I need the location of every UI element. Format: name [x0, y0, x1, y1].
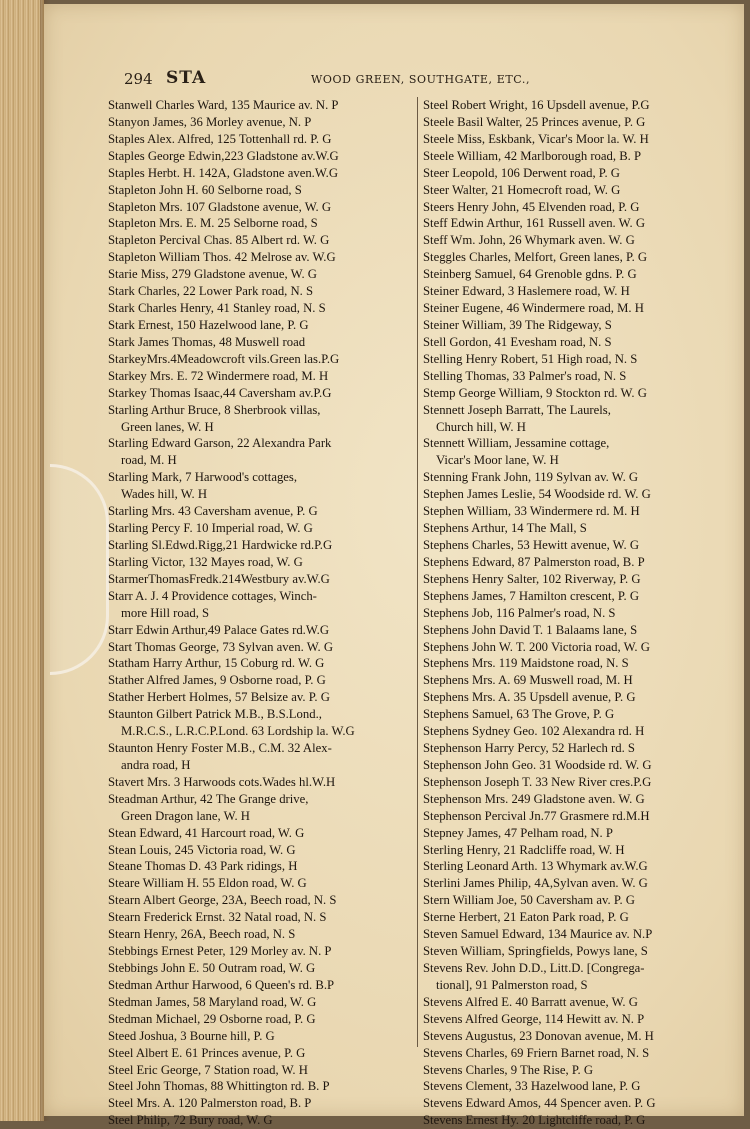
entry-text: Sterling Henry, 21 Radcliffe road, W. H	[423, 842, 625, 857]
entry-text: Stedman Michael, 29 Osborne road, P. G	[108, 1011, 316, 1026]
directory-entry	[423, 469, 729, 486]
directory-entry	[108, 825, 414, 842]
directory-entry	[423, 97, 729, 114]
directory-entry	[423, 351, 729, 368]
entry-text: Starling Edward Garson, 22 Alexandra Park	[108, 436, 332, 451]
entry-text: Starling Victor, 132 Mayes road, W. G	[108, 554, 303, 569]
directory-entry	[108, 774, 414, 791]
directory-entry	[108, 1045, 414, 1062]
entry-text: Stephenson Joseph T. 33 New River cres.P.G	[423, 774, 652, 789]
entry-text: Statham Harry Arthur, 15 Coburg rd. W. G	[108, 656, 325, 671]
entry-text: Stephens John W. T. 200 Victoria road, W. G	[423, 639, 650, 654]
entry-text: Steane Thomas D. 43 Park ridings, H	[108, 859, 298, 874]
directory-entry	[423, 368, 729, 385]
directory-entry	[423, 283, 729, 300]
entry-text: Steer Walter, 21 Homecroft road, W. G	[423, 182, 621, 197]
section-letters: STA	[166, 68, 207, 88]
directory-entry	[108, 402, 414, 436]
entry-text: Staunton Henry Foster M.B., C.M. 32 Alex-	[108, 741, 332, 756]
entry-text: Stephenson John Geo. 31 Woodside rd. W. G	[423, 757, 652, 772]
directory-entry	[423, 334, 729, 351]
directory-entry	[108, 1095, 414, 1112]
directory-entry	[423, 148, 729, 165]
entry-text: Starling Arthur Bruce, 8 Sherbrook villas,	[108, 402, 321, 417]
directory-entry	[423, 757, 729, 774]
directory-entry	[423, 114, 729, 131]
directory-entry	[423, 791, 729, 808]
directory-entry	[423, 926, 729, 943]
directory-entry	[423, 503, 729, 520]
entry-text: Stern William Joe, 50 Caversham av. P. G	[423, 893, 635, 908]
entry-text: Stelling Henry Robert, 51 High road, N. S	[423, 351, 638, 366]
entry-text: Stevens Ernest Hy. 20 Lightcliffe road, P. G	[423, 1113, 646, 1128]
entry-text: Starkey Thomas Isaac,44 Caversham av.P.G	[108, 385, 332, 400]
entry-text: Sterling Leonard Arth. 13 Whymark av.W.G	[423, 859, 648, 874]
entry-text: Steiner Eugene, 46 Windermere road, M. H	[423, 301, 644, 316]
directory-entry	[108, 943, 414, 960]
directory-entry	[423, 1095, 729, 1112]
entry-continuation: Vicar's Moor lane, W. H	[436, 453, 559, 468]
left-column	[108, 97, 414, 1129]
page-number: 294	[124, 70, 153, 88]
entry-text: Stephens James, 7 Hamilton crescent, P. G	[423, 588, 640, 603]
directory-entry	[423, 723, 729, 740]
entry-continuation: more Hill road, S	[121, 605, 210, 620]
entry-text: Stapleton Percival Chas. 85 Albert rd. W. G	[108, 233, 330, 248]
directory-entry	[423, 825, 729, 842]
directory-entry	[108, 875, 414, 892]
directory-entry	[108, 892, 414, 909]
entry-text: Stephenson Percival Jn.77 Grasmere rd.M.H	[423, 808, 650, 823]
directory-entry	[108, 368, 414, 385]
entry-text: Steel Mrs. A. 120 Palmerston road, B. P	[108, 1096, 312, 1111]
entry-continuation: M.R.C.S., L.R.C.P.Lond. 63 Lordship la. W.G	[121, 724, 355, 739]
entry-text: Steinberg Samuel, 64 Grenoble gdns. P. G	[423, 267, 637, 282]
entry-text: Stapleton William Thos. 42 Melrose av. W.G	[108, 250, 336, 265]
directory-entry	[108, 960, 414, 977]
entry-text: Sterne Herbert, 21 Eaton Park road, P. G	[423, 910, 629, 925]
directory-entry	[423, 520, 729, 537]
entry-text: Staples Herbt. H. 142A, Gladstone aven.W.G	[108, 165, 338, 180]
entry-continuation: Green Dragon lane, W. H	[121, 808, 250, 823]
directory-entry	[108, 148, 414, 165]
entry-text: Stark Ernest, 150 Hazelwood lane, P. G	[108, 317, 309, 332]
entry-text: Stean Edward, 41 Harcourt road, W. G	[108, 825, 305, 840]
directory-entry	[108, 385, 414, 402]
entry-continuation: andra road, H	[121, 757, 191, 772]
directory-entry	[108, 114, 414, 131]
entry-continuation: tional], 91 Palmerston road, S	[436, 977, 588, 992]
directory-entry	[423, 571, 729, 588]
entry-text: Starkey Mrs. E. 72 Windermere road, M. H	[108, 368, 329, 383]
entry-text: Stelling Thomas, 33 Palmer's road, N. S	[423, 368, 627, 383]
directory-entry	[108, 317, 414, 334]
entry-text: Starr A. J. 4 Providence cottages, Winch-	[108, 588, 317, 603]
directory-entry	[108, 926, 414, 943]
directory-entry	[423, 266, 729, 283]
entry-text: Starling Sl.Edwd.Rigg,21 Hardwicke rd.P.G	[108, 537, 333, 552]
directory-entry	[108, 1028, 414, 1045]
entry-text: Steele William, 42 Marlborough road, B. P	[423, 148, 642, 163]
entry-text: Start Thomas George, 73 Sylvan aven. W. G	[108, 639, 334, 654]
directory-entry	[108, 537, 414, 554]
entry-text: Stapleton Mrs. 107 Gladstone avenue, W. G	[108, 199, 332, 214]
directory-entry	[423, 892, 729, 909]
entry-text: Stedman James, 58 Maryland road, W. G	[108, 994, 317, 1009]
entry-text: Steel John Thomas, 88 Whittington rd. B. P	[108, 1079, 330, 1094]
entry-text: Stemp George William, 9 Stockton rd. W. G	[423, 385, 647, 400]
entry-text: Stephens Mrs. A. 35 Upsdell avenue, P. G	[423, 690, 636, 705]
directory-entry	[423, 165, 729, 182]
entry-continuation: road, M. H	[121, 453, 177, 468]
entry-text: StarmerThomasFredk.214Westbury av.W.G	[108, 571, 330, 586]
directory-entry	[108, 672, 414, 689]
entry-continuation: Wades hill, W. H	[121, 487, 208, 502]
entry-text: Steel Albert E. 61 Princes avenue, P. G	[108, 1045, 306, 1060]
directory-entry	[108, 199, 414, 216]
entry-text: Stanyon James, 36 Morley avenue, N. P	[108, 114, 312, 129]
entry-text: Stather Alfred James, 9 Osborne road, P. G	[108, 673, 326, 688]
directory-entry	[423, 588, 729, 605]
entry-text: Steven William, Springfields, Powys lane, S	[423, 944, 648, 959]
directory-entry	[108, 232, 414, 249]
directory-entry	[423, 215, 729, 232]
directory-entry	[423, 131, 729, 148]
directory-entry	[423, 1062, 729, 1079]
directory-entry	[423, 605, 729, 622]
entry-text: Steed Joshua, 3 Bourne hill, P. G	[108, 1028, 275, 1043]
entry-text: Stevens Rev. John D.D., Litt.D. [Congrega-	[423, 961, 645, 976]
directory-entry	[423, 249, 729, 266]
entry-text: Stevens Edward Amos, 44 Spencer aven. P. G	[423, 1096, 656, 1111]
directory-entry	[423, 300, 729, 317]
entry-text: Stephens Arthur, 14 The Mall, S	[423, 521, 587, 536]
directory-entry	[108, 791, 414, 825]
directory-entry	[423, 182, 729, 199]
directory-entry	[108, 1062, 414, 1079]
directory-entry	[108, 977, 414, 994]
directory-entry	[423, 435, 729, 469]
directory-entry	[423, 1078, 729, 1095]
entry-text: Steiner William, 39 The Ridgeway, S	[423, 317, 612, 332]
entry-text: Stephens Charles, 53 Hewitt avenue, W. G	[423, 537, 640, 552]
entry-text: Stebbings Ernest Peter, 129 Morley av. N. P	[108, 944, 332, 959]
entry-text: Stephenson Harry Percy, 52 Harlech rd. S	[423, 741, 635, 756]
directory-entry	[423, 402, 729, 436]
entry-text: Stavert Mrs. 3 Harwoods cots.Wades hl.W.H	[108, 774, 336, 789]
entry-text: Sterlini James Philip, 4A,Sylvan aven. W. G	[423, 876, 648, 891]
directory-entry	[108, 351, 414, 368]
entry-text: Steff Edwin Arthur, 161 Russell aven. W. G	[423, 216, 645, 231]
directory-entry	[423, 1028, 729, 1045]
directory-entry	[423, 994, 729, 1011]
entry-text: Steiner Edward, 3 Haslemere road, W. H	[423, 284, 630, 299]
entry-text: Stephens Job, 116 Palmer's road, N. S	[423, 605, 616, 620]
directory-entry	[423, 554, 729, 571]
running-head: WOOD GREEN, SOUTHGATE, ETC.,	[311, 73, 531, 86]
directory-entry	[108, 639, 414, 656]
entry-continuation: Church hill, W. H	[436, 419, 526, 434]
directory-entry	[108, 165, 414, 182]
directory-entry	[423, 960, 729, 994]
entry-text: Stephens John David T. 1 Balaams lane, S	[423, 622, 638, 637]
entry-text: Steadman Arthur, 42 The Grange drive,	[108, 791, 309, 806]
entry-text: Stevens Augustus, 23 Donovan avenue, M. H	[423, 1028, 654, 1043]
directory-entry	[108, 858, 414, 875]
directory-entry	[423, 385, 729, 402]
entry-text: Stephenson Mrs. 249 Gladstone aven. W. G	[423, 791, 645, 806]
entry-text: Steers Henry John, 45 Elvenden road, P. G	[423, 199, 640, 214]
entry-text: Stephen William, 33 Windermere rd. M. H	[423, 504, 640, 519]
entry-text: Stevens Charles, 9 The Rise, P. G	[423, 1062, 593, 1077]
entry-text: Stevens Alfred George, 114 Hewitt av. N. P	[423, 1011, 645, 1026]
directory-entry	[108, 182, 414, 199]
directory-entry	[423, 706, 729, 723]
column-divider	[417, 97, 418, 1047]
entry-text: Stephens Sydney Geo. 102 Alexandra rd. H	[423, 724, 645, 739]
directory-entry	[108, 283, 414, 300]
entry-text: Starling Mrs. 43 Caversham avenue, P. G	[108, 504, 318, 519]
directory-entry	[108, 97, 414, 114]
directory-entry	[423, 858, 729, 875]
entry-text: Stenning Frank John, 119 Sylvan av. W. G	[423, 470, 639, 485]
entry-text: Stevens Clement, 33 Hazelwood lane, P. G	[423, 1079, 641, 1094]
entry-text: Stapleton Mrs. E. M. 25 Selborne road, S	[108, 216, 318, 231]
directory-entry	[108, 571, 414, 588]
entry-text: Stephens Samuel, 63 The Grove, P. G	[423, 707, 615, 722]
entry-text: Stather Herbert Holmes, 57 Belsize av. P. G	[108, 690, 330, 705]
entry-text: Stephens Edward, 87 Palmerston road, B. P	[423, 554, 645, 569]
entry-text: Steer Leopold, 106 Derwent road, P. G	[423, 165, 620, 180]
directory-entry	[423, 909, 729, 926]
entry-text: Steven Samuel Edward, 134 Maurice av. N.P	[423, 927, 653, 942]
directory-entry	[108, 740, 414, 774]
directory-entry	[108, 994, 414, 1011]
entry-text: Stanwell Charles Ward, 135 Maurice av. N. P	[108, 98, 339, 112]
entry-text: Stepney James, 47 Pelham road, N. P	[423, 825, 613, 840]
entry-text: Starr Edwin Arthur,49 Palace Gates rd.W.G	[108, 622, 330, 637]
directory-entry	[108, 554, 414, 571]
directory-entry	[108, 503, 414, 520]
directory-entry	[108, 334, 414, 351]
entry-text: Starie Miss, 279 Gladstone avenue, W. G	[108, 267, 317, 282]
entry-text: Stephens Mrs. 119 Maidstone road, N. S	[423, 656, 629, 671]
directory-entry	[423, 875, 729, 892]
entry-text: Stevens Alfred E. 40 Barratt avenue, W. G	[423, 994, 638, 1009]
entry-text: Stell Gordon, 41 Evesham road, N. S	[423, 334, 612, 349]
directory-entry	[423, 199, 729, 216]
directory-entry	[108, 655, 414, 672]
entry-text: Stearn Frederick Ernst. 32 Natal road, N. S	[108, 910, 327, 925]
directory-entry	[108, 1011, 414, 1028]
entry-text: Steggles Charles, Melfort, Green lanes, P. G	[423, 250, 648, 265]
directory-entry	[423, 639, 729, 656]
entry-text: Staples George Edwin,223 Gladstone av.W.G	[108, 148, 339, 163]
entry-text: Stean Louis, 245 Victoria road, W. G	[108, 842, 296, 857]
directory-entry	[423, 537, 729, 554]
directory-entry	[108, 131, 414, 148]
directory-entry	[423, 1045, 729, 1062]
directory-entry	[108, 689, 414, 706]
entry-text: StarkeyMrs.4Meadowcroft vils.Green las.P.G	[108, 351, 340, 366]
entry-text: Steff Wm. John, 26 Whymark aven. W. G	[423, 233, 635, 248]
entry-text: Starling Percy F. 10 Imperial road, W. G	[108, 521, 313, 536]
right-column	[423, 97, 729, 1129]
entry-text: Steare William H. 55 Eldon road, W. G	[108, 876, 307, 891]
entry-text: Staples Alex. Alfred, 125 Tottenhall rd. P. G	[108, 131, 332, 146]
directory-entry	[108, 622, 414, 639]
directory-entry	[423, 317, 729, 334]
entry-text: Starling Mark, 7 Harwood's cottages,	[108, 470, 298, 485]
book-page-edges	[0, 0, 44, 1121]
entry-text: Stedman Arthur Harwood, 6 Queen's rd. B.P	[108, 977, 335, 992]
directory-entry	[423, 1011, 729, 1028]
directory-entry	[108, 300, 414, 317]
entry-text: Stark Charles Henry, 41 Stanley road, N. S	[108, 301, 326, 316]
entry-text: Stephen James Leslie, 54 Woodside rd. W. G	[423, 487, 651, 502]
entry-text: Stearn Henry, 26A, Beech road, N. S	[108, 927, 296, 942]
entry-text: Steele Basil Walter, 25 Princes avenue, P. G	[423, 114, 646, 129]
directory-entry	[423, 689, 729, 706]
directory-entry	[423, 808, 729, 825]
directory-entry	[423, 740, 729, 757]
entry-text: Steele Miss, Eskbank, Vicar's Moor la. W. H	[423, 131, 649, 146]
page-clip	[50, 464, 109, 675]
directory-entry	[423, 842, 729, 859]
entry-text: Steel Eric George, 7 Station road, W. H	[108, 1062, 308, 1077]
entry-text: Stennett Joseph Barratt, The Laurels,	[423, 402, 611, 417]
directory-entry	[108, 249, 414, 266]
entry-text: Stearn Albert George, 23A, Beech road, N. S	[108, 893, 337, 908]
directory-entry	[423, 622, 729, 639]
directory-entry	[108, 266, 414, 283]
entry-text: Stark Charles, 22 Lower Park road, N. S	[108, 284, 314, 299]
directory-entry	[108, 706, 414, 740]
entry-text: Stephens Mrs. A. 69 Muswell road, M. H	[423, 673, 633, 688]
entry-continuation: Green lanes, W. H	[121, 419, 214, 434]
directory-entry	[108, 469, 414, 503]
entry-text: Stebbings John E. 50 Outram road, W. G	[108, 961, 316, 976]
page-header	[76, 68, 716, 90]
entry-text: Stephens Henry Salter, 102 Riverway, P. G	[423, 571, 641, 586]
entry-text: Stennett William, Jessamine cottage,	[423, 436, 610, 451]
directory-entry	[108, 520, 414, 537]
directory-entry	[108, 588, 414, 622]
directory-entry	[108, 1078, 414, 1095]
directory-entry	[423, 655, 729, 672]
entry-text: Staunton Gilbert Patrick M.B., B.S.Lond.,	[108, 707, 322, 722]
entry-text: Stark James Thomas, 48 Muswell road	[108, 334, 306, 349]
directory-entry	[108, 909, 414, 926]
directory-entry	[423, 943, 729, 960]
directory-entry	[108, 842, 414, 859]
entry-text: Steel Robert Wright, 16 Upsdell avenue, P.G	[423, 98, 650, 112]
directory-entry	[108, 215, 414, 232]
directory-entry	[423, 486, 729, 503]
entry-text: Steel Philip, 72 Bury road, W. G	[108, 1113, 273, 1128]
directory-entry	[423, 672, 729, 689]
directory-entry	[423, 774, 729, 791]
entry-text: Stevens Charles, 69 Friern Barnet road, N. S	[423, 1045, 650, 1060]
directory-entry	[108, 435, 414, 469]
directory-entry	[423, 232, 729, 249]
entry-text: Stapleton John H. 60 Selborne road, S	[108, 182, 302, 197]
